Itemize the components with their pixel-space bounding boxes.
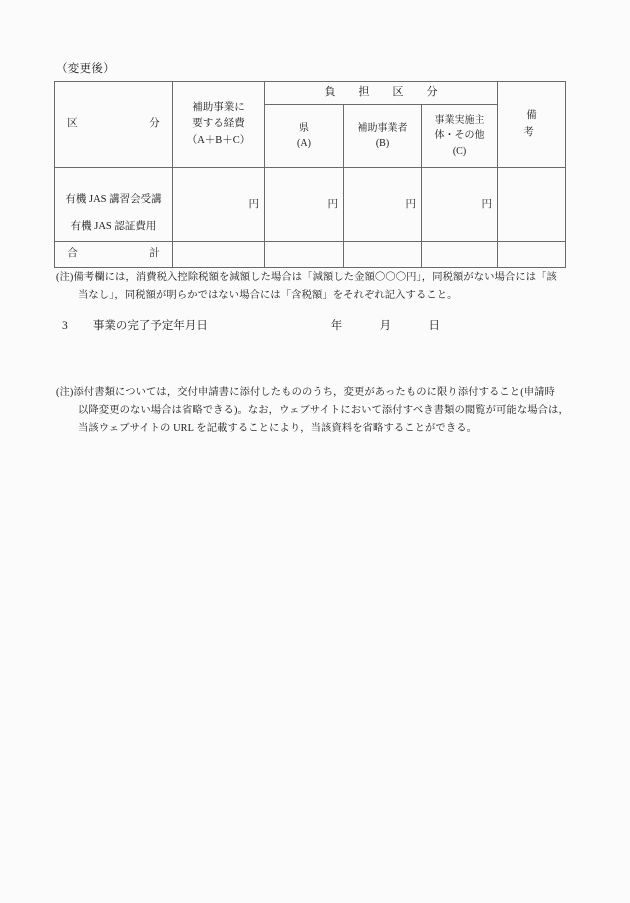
currency-symbol-ken: 円 [327, 198, 338, 210]
cell-total-label [55, 242, 173, 268]
header-label-jisshi-line2: 体・その他 [434, 130, 485, 142]
header-label-kubun: 区 分 [67, 118, 170, 130]
note-tax-remarks [56, 269, 557, 305]
note-tax-line2: 当なし」，同税額が明らかではない場合には「含税額」をそれぞれ記入すること。 [78, 290, 458, 302]
cell-total-expense[interactable] [173, 242, 265, 268]
note-attached-documents [56, 384, 569, 438]
item-3-completion-date [62, 317, 475, 333]
header-label-jisshi-line1: 事業実施主 [434, 114, 485, 126]
cell-item-names [55, 168, 173, 242]
currency-symbol-jigyosha: 円 [405, 198, 416, 210]
cost-breakdown-table [54, 81, 576, 268]
cell-jigyosha-amount[interactable] [344, 168, 422, 242]
cell-expense-amount[interactable] [173, 168, 265, 242]
header-cell-burden-group [265, 82, 498, 105]
item-3-number: 3 [62, 320, 68, 332]
header-label-bikou: 備 考 [523, 110, 576, 138]
header-cell-jigyosha [344, 105, 422, 168]
date-year-label: 年 [330, 320, 343, 332]
table-header-row-1 [55, 82, 566, 105]
header-cell-ken [265, 105, 344, 168]
date-month-label: 月 [379, 320, 392, 332]
completion-date-fields[interactable] [331, 317, 475, 333]
note-attach-line3: 当該ウェブサイトの URL を記載することにより，当該資料を省略することができる。 [78, 423, 478, 435]
header-label-jisshi-code: (C) [452, 145, 467, 157]
header-label-expense-line2: 要する経費 [192, 118, 245, 130]
currency-symbol-expense: 円 [248, 198, 259, 210]
header-label-ken: 県 [299, 122, 309, 134]
header-label-jigyosha-code: (B) [375, 138, 390, 149]
currency-symbol-jisshi: 円 [481, 198, 492, 210]
item-label-jas-certification: 有機 JAS 認証費用 [70, 220, 157, 232]
note-tax-line1: (注)備考欄には，消費税入控除税額を減額した場合は「減額した金額〇〇〇円」，同税額がない場合には「該 [56, 272, 557, 283]
item-label-jas-seminar: 有機 JAS 講習会受講 [65, 193, 162, 205]
header-cell-kubun [55, 82, 173, 168]
cell-ken-amount[interactable] [265, 168, 344, 242]
note-attach-line1: (注)添付書類については，交付申請書に添付したもののうち，変更があったものに限り添付すること(申請時 [56, 387, 555, 398]
header-label-burden-group: 負 担 区 分 [324, 86, 444, 99]
cell-jisshi-amount[interactable] [422, 168, 498, 242]
cell-bikou-note[interactable] [498, 168, 566, 242]
header-label-jigyosha: 補助事業者 [357, 122, 408, 134]
date-day-label: 日 [428, 320, 440, 332]
header-label-expense-line3: （A＋B＋C） [186, 134, 251, 146]
cell-total-jigyosha[interactable] [344, 242, 422, 268]
cell-total-ken[interactable] [265, 242, 344, 268]
table-row-total [55, 242, 566, 268]
cell-total-jisshi[interactable] [422, 242, 498, 268]
item-3-title: 事業の完了予定年月日 [92, 320, 208, 332]
header-label-expense-line1: 補助事業に [192, 102, 245, 114]
header-cell-bikou [498, 82, 576, 168]
cell-total-bikou[interactable] [498, 242, 566, 268]
header-cell-expense [173, 82, 265, 168]
header-cell-jisshi-shutai [422, 105, 498, 168]
table-row [55, 168, 566, 242]
section-label-after-change: （変更後） [56, 63, 115, 75]
header-label-ken-code: (A) [297, 138, 311, 149]
total-label: 合 計 [67, 248, 170, 260]
note-attach-line2: 以降変更のない場合は省略できる)。なお，ウェブサイトにおいて添付すべき書類の閲覧が可能な場合は， [78, 405, 569, 417]
